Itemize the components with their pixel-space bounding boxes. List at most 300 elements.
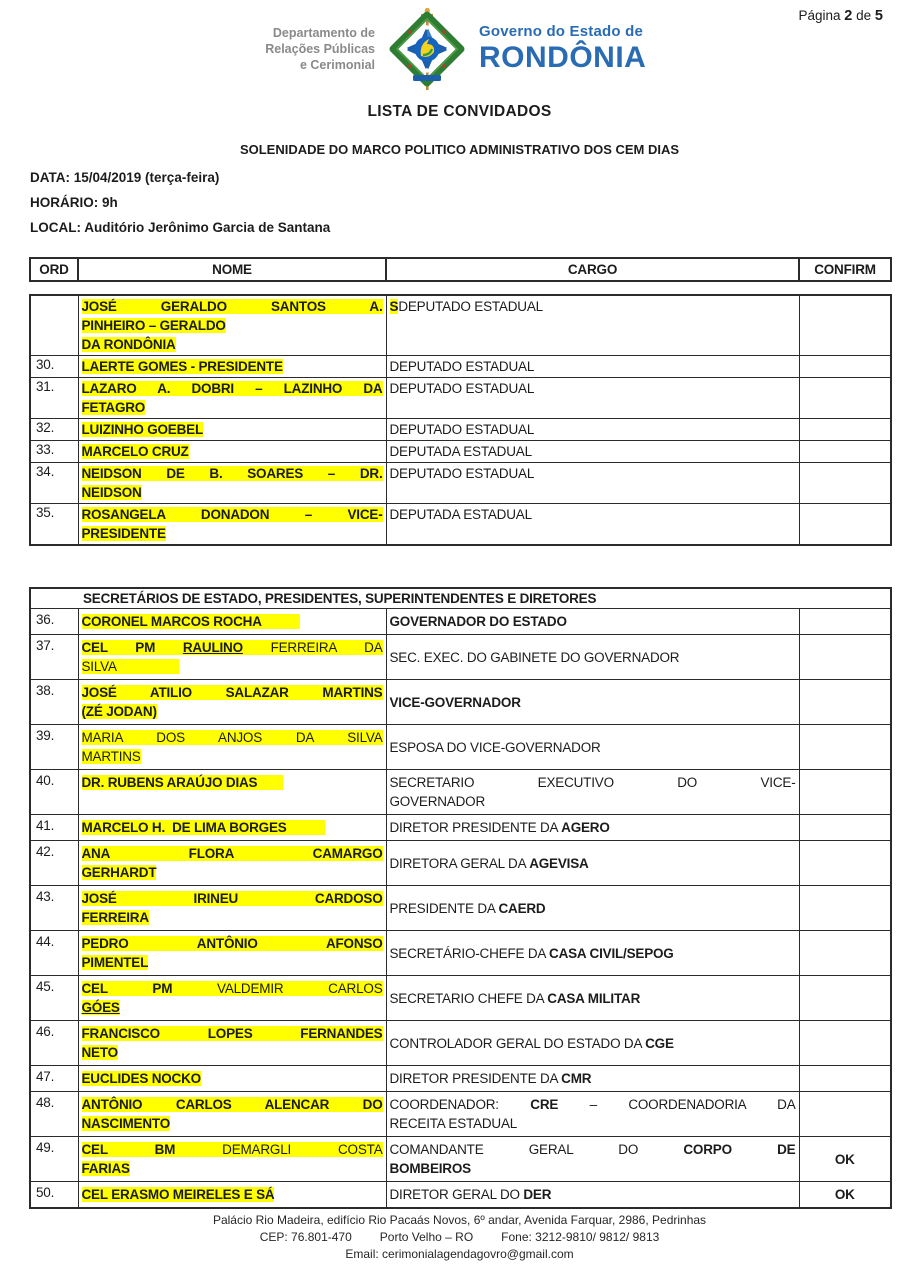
- table-row: [30, 635, 891, 680]
- text-segment: CEL PM: [81, 981, 218, 996]
- ord-cell: 43.: [30, 886, 78, 931]
- name-line: [82, 657, 383, 676]
- highlighted-name: [82, 485, 142, 500]
- confirm-cell: [799, 931, 891, 976]
- highlighted-name: [82, 685, 383, 700]
- text-segment: JOSÉ ATILIO SALAZAR MARTINS: [81, 685, 383, 700]
- cargo-line: [390, 1034, 796, 1053]
- text-segment: CASA CIVIL/SEPOG: [549, 945, 674, 961]
- confirm-cell: [799, 1021, 891, 1066]
- table-row: [30, 295, 891, 356]
- text-segment: FARIAS: [81, 1161, 130, 1176]
- text-segment: JOSÉ GERALDO SANTOS A.: [81, 299, 383, 314]
- table-row: [30, 463, 891, 504]
- name-line: [82, 728, 383, 747]
- text-segment: SECRETARIO CHEFE DA: [389, 990, 548, 1006]
- ord-cell: 44.: [30, 931, 78, 976]
- cargo-cell: [386, 295, 799, 356]
- meta-date: DATA: 15/04/2019 (terça-feira): [30, 170, 220, 185]
- cargo-line: [390, 297, 796, 316]
- document-title: LISTA DE CONVIDADOS: [367, 103, 552, 120]
- cargo-line: [390, 464, 796, 483]
- page-indicator: [798, 8, 883, 24]
- name-line: [82, 1024, 383, 1043]
- text-segment: CEL BM: [81, 1142, 223, 1157]
- text-segment: CORPO DE: [683, 1142, 796, 1157]
- highlighted-name: [82, 444, 189, 459]
- cargo-line: [390, 379, 796, 398]
- cargo-cell: [386, 356, 799, 378]
- confirm-cell: [799, 419, 891, 441]
- name-line: [82, 524, 383, 543]
- name-line: [82, 773, 383, 792]
- text-segment: LUIZINHO GOEBEL: [81, 422, 203, 437]
- text-segment: VICE-GOVERNADOR: [389, 694, 521, 710]
- highlighted-name: [82, 704, 157, 719]
- text-segment: ANA FLORA CAMARGO: [81, 846, 383, 861]
- text-segment: CMR: [561, 1071, 592, 1086]
- footer-address: Palácio Rio Madeira, edifício Rio Pacaás Novos, 6º andar, Avenida Farquar, 2986, Pedrinhas: [212, 1213, 707, 1227]
- cargo-line: [390, 1069, 796, 1088]
- name-line: [82, 818, 383, 837]
- confirm-cell: [799, 725, 891, 770]
- ord-cell: 36.: [30, 609, 78, 635]
- footer-city: Porto Velho – RO: [379, 1230, 474, 1244]
- text-segment: CORONEL MARCOS ROCHA: [81, 614, 262, 629]
- text-segment: DIRETORA GERAL DA: [389, 855, 530, 871]
- name-cell: [78, 680, 386, 725]
- name-line: [82, 747, 383, 766]
- highlighted-name: [82, 318, 226, 333]
- table-row: [30, 770, 891, 815]
- name-line: [82, 297, 383, 316]
- highlighted-name: [82, 1000, 120, 1015]
- cargo-line: [390, 420, 796, 439]
- text-segment: VALDEMIR CARLOS: [217, 981, 383, 996]
- table-column-headers: [29, 257, 892, 282]
- highlighted-name: [82, 422, 204, 437]
- name-cell: [78, 841, 386, 886]
- table-row: [30, 441, 891, 463]
- name-line: [82, 464, 383, 483]
- name-line: [82, 1069, 383, 1088]
- text-segment: GÓES: [81, 1000, 120, 1015]
- name-line: [82, 1095, 383, 1114]
- highlighted-name: [82, 337, 176, 352]
- cargo-cell: [386, 378, 799, 419]
- col-confirm: CONFIRM: [799, 258, 891, 281]
- ord-cell: 46.: [30, 1021, 78, 1066]
- name-line: [82, 1185, 383, 1204]
- highlighted-name: [82, 1097, 383, 1112]
- text-segment: – COORDENADORIA DA: [558, 1097, 796, 1112]
- table-row: [30, 1021, 891, 1066]
- ord-cell: 35.: [30, 504, 78, 546]
- text-segment: LAERTE GOMES - PRESIDENTE: [81, 359, 283, 374]
- cargo-line: [390, 854, 796, 873]
- department-text: [215, 25, 375, 73]
- text-segment: NEIDSON DE B. SOARES – DR.: [81, 466, 383, 481]
- highlighted-name: [82, 865, 157, 880]
- page-total: 5: [874, 8, 883, 24]
- name-line: [82, 908, 383, 927]
- cargo-line: [390, 612, 796, 631]
- cargo-cell: [386, 976, 799, 1021]
- table-row: [30, 1066, 891, 1092]
- name-cell: [78, 815, 386, 841]
- text-segment: DEPUTADO ESTADUAL: [389, 359, 535, 374]
- confirm-cell: [799, 504, 891, 546]
- cargo-line: [390, 738, 796, 757]
- ord-cell: 30.: [30, 356, 78, 378]
- highlighted-name: [82, 891, 383, 906]
- table-row: [30, 725, 891, 770]
- highlighted-name: [82, 526, 166, 541]
- name-line: [82, 863, 383, 882]
- name-cell: [78, 1182, 386, 1209]
- gov-line2: RONDÔNIA: [479, 41, 647, 74]
- name-line: [82, 1159, 383, 1178]
- text-segment: AGEVISA: [529, 855, 589, 871]
- text-segment: RECEITA ESTADUAL: [389, 1116, 518, 1131]
- cargo-line: [390, 357, 796, 376]
- cargo-cell: [386, 1137, 799, 1182]
- cargo-line: [390, 773, 796, 792]
- confirm-cell: [799, 378, 891, 419]
- text-segment: MARIA DOS ANJOS DA SILVA: [81, 730, 383, 745]
- name-cell: [78, 609, 386, 635]
- letterhead: [0, 6, 919, 92]
- name-cell: [78, 1137, 386, 1182]
- text-segment: COMANDANTE GERAL DO: [389, 1142, 684, 1157]
- name-line: [82, 1043, 383, 1062]
- text-segment: SEC. EXEC. DO GABINETE DO GOVERNADOR: [389, 649, 680, 665]
- name-cell: [78, 419, 386, 441]
- text-segment: CONTROLADOR GERAL DO ESTADO DA: [389, 1035, 646, 1051]
- footer-contact: [0, 1229, 919, 1246]
- name-cell: [78, 931, 386, 976]
- text-segment: LAZARO A. DOBRI – LAZINHO DA: [81, 381, 383, 396]
- confirm-cell: [799, 680, 891, 725]
- name-line: [82, 335, 383, 354]
- text-segment: CAERD: [498, 900, 546, 916]
- name-cell: [78, 725, 386, 770]
- ord-cell: 48.: [30, 1092, 78, 1137]
- ord-cell: 31.: [30, 378, 78, 419]
- cargo-cell: [386, 441, 799, 463]
- confirm-cell: OK: [799, 1137, 891, 1182]
- highlighted-name: [82, 981, 383, 996]
- cargo-cell: [386, 635, 799, 680]
- name-cell: [78, 976, 386, 1021]
- event-meta: [30, 165, 330, 240]
- ord-cell: 33.: [30, 441, 78, 463]
- col-ord: ORD: [30, 258, 78, 281]
- highlighted-name: [82, 820, 325, 835]
- cargo-line: [390, 505, 796, 524]
- name-cell: [78, 378, 386, 419]
- name-line: [82, 357, 383, 376]
- cargo-cell: [386, 609, 799, 635]
- text-segment: RAULINO: [182, 640, 243, 655]
- confirm-cell: [799, 1092, 891, 1137]
- text-segment: PIMENTEL: [81, 955, 149, 970]
- table-row: [30, 378, 891, 419]
- ord-cell: 38.: [30, 680, 78, 725]
- name-cell: [78, 295, 386, 356]
- cargo-line: [390, 899, 796, 918]
- confirm-cell: [799, 770, 891, 815]
- confirm-cell: [799, 635, 891, 680]
- confirm-cell: [799, 976, 891, 1021]
- table-row: [30, 841, 891, 886]
- table-row: [30, 1182, 891, 1209]
- cargo-line: [390, 1140, 796, 1159]
- name-cell: [78, 770, 386, 815]
- cargo-line: [390, 944, 796, 963]
- cargo-cell: [386, 1021, 799, 1066]
- table-row: [30, 931, 891, 976]
- text-segment: DEPUTADO ESTADUAL: [389, 381, 535, 396]
- cargo-cell: [386, 931, 799, 976]
- highlighted-name: [82, 1071, 201, 1086]
- name-line: [82, 638, 383, 657]
- guest-table-deputies: [29, 294, 892, 546]
- text-segment: DIRETOR PRESIDENTE DA: [389, 820, 562, 835]
- highlighted-name: [82, 614, 300, 629]
- highlighted-name: [82, 466, 383, 481]
- text-segment: CRE: [530, 1097, 559, 1112]
- col-cargo: CARGO: [386, 258, 799, 281]
- confirm-cell: [799, 441, 891, 463]
- confirm-cell: [799, 1066, 891, 1092]
- name-line: [82, 1114, 383, 1133]
- name-line: [82, 442, 383, 461]
- cargo-cell: [386, 770, 799, 815]
- name-cell: [78, 441, 386, 463]
- text-segment: ESPOSA DO VICE-GOVERNADOR: [389, 739, 601, 755]
- text-segment: DEPUTADO ESTADUAL: [389, 466, 535, 481]
- ord-cell: 37.: [30, 635, 78, 680]
- ord-cell: 49.: [30, 1137, 78, 1182]
- table-row: [30, 1092, 891, 1137]
- government-title: [479, 23, 704, 75]
- cargo-line: [390, 1095, 796, 1114]
- highlighted-name: [82, 1026, 383, 1041]
- footer: [0, 1212, 919, 1263]
- text-segment: ANTÔNIO CARLOS ALENCAR DO: [81, 1097, 383, 1112]
- cargo-cell: [386, 1092, 799, 1137]
- name-line: [82, 979, 383, 998]
- name-line: [82, 934, 383, 953]
- text-segment: DA RONDÔNIA: [81, 337, 176, 352]
- name-line: [82, 420, 383, 439]
- name-line: [82, 505, 383, 524]
- footer-phone: Fone: 3212-9810/ 9812/ 9813: [501, 1230, 660, 1244]
- name-cell: [78, 356, 386, 378]
- ord-cell: 47.: [30, 1066, 78, 1092]
- text-segment: BOMBEIROS: [389, 1161, 471, 1176]
- guest-table-secretaries: [29, 587, 892, 1209]
- text-segment: NASCIMENTO: [81, 1116, 171, 1131]
- text-segment: DR. RUBENS ARAÚJO DIAS: [81, 775, 258, 790]
- cargo-cell: [386, 504, 799, 546]
- text-segment: FERREIRA: [81, 910, 149, 925]
- cargo-cell: [386, 680, 799, 725]
- text-segment: DEPUTADO ESTADUAL: [398, 299, 543, 314]
- page-number: 2: [844, 8, 853, 24]
- table-row: [30, 419, 891, 441]
- confirm-cell: [799, 815, 891, 841]
- text-segment: PINHEIRO – GERALDO: [81, 318, 226, 333]
- text-segment: SECRETARIO EXECUTIVO DO VICE-: [389, 775, 796, 790]
- name-line: [82, 483, 383, 502]
- table-row: [30, 886, 891, 931]
- confirm-cell: [799, 463, 891, 504]
- text-segment: PRESIDENTE DA: [389, 900, 499, 916]
- meta-location: LOCAL: Auditório Jerônimo Garcia de Santana: [30, 220, 331, 235]
- table-row: [30, 609, 891, 635]
- name-line: [82, 953, 383, 972]
- text-segment: GOVERNADOR: [389, 794, 486, 809]
- highlighted-name: [82, 1116, 171, 1131]
- highlighted-name: [82, 1045, 118, 1060]
- text-segment: MARCELO H. DE LIMA BORGES: [81, 820, 287, 835]
- dept-line1: Departamento de: [272, 26, 375, 40]
- name-line: [82, 998, 383, 1017]
- name-cell: [78, 886, 386, 931]
- highlighted-name: [82, 730, 383, 745]
- cargo-cell: [386, 1066, 799, 1092]
- ord-cell: 40.: [30, 770, 78, 815]
- page-label: Página: [798, 8, 841, 23]
- highlighted-name: [82, 1187, 275, 1202]
- section-title: SECRETÁRIOS DE ESTADO, PRESIDENTES, SUPERINTENDENTES E DIRETORES: [30, 588, 891, 609]
- cargo-line: [390, 693, 796, 712]
- name-line: [82, 702, 383, 721]
- highlighted-name: [82, 936, 383, 951]
- cargo-cell: [386, 841, 799, 886]
- text-segment: DER: [523, 1187, 552, 1202]
- confirm-cell: [799, 356, 891, 378]
- text-segment: AGERO: [561, 820, 610, 835]
- name-line: [82, 683, 383, 702]
- ord-cell: 45.: [30, 976, 78, 1021]
- table-row: [30, 356, 891, 378]
- table-row: [30, 815, 891, 841]
- cargo-line: [390, 1114, 796, 1133]
- highlighted-name: [82, 381, 383, 396]
- cargo-line: [390, 648, 796, 667]
- table-row: [30, 504, 891, 546]
- name-line: [82, 844, 383, 863]
- footer-cep: CEP: 76.801-470: [259, 1230, 352, 1244]
- ord-cell: 32.: [30, 419, 78, 441]
- name-line: [82, 379, 383, 398]
- text-segment: S: [389, 299, 399, 314]
- ord-cell: [30, 295, 78, 356]
- name-line: [82, 889, 383, 908]
- name-line: [82, 398, 383, 417]
- cargo-cell: [386, 419, 799, 441]
- text-segment: GOVERNADOR DO ESTADO: [389, 614, 567, 629]
- highlighted-name: [82, 775, 284, 790]
- text-segment: DEPUTADO ESTADUAL: [389, 422, 535, 437]
- text-segment: FERREIRA DA: [242, 640, 383, 655]
- section-header-row: [30, 588, 891, 609]
- cargo-line: [390, 442, 796, 461]
- name-line: [82, 612, 383, 631]
- text-segment: CEL ERASMO MEIRELES E SÁ: [81, 1187, 275, 1202]
- highlighted-name: [82, 749, 141, 764]
- text-segment: MARCELO CRUZ: [81, 444, 189, 459]
- table-row: [30, 976, 891, 1021]
- text-segment: PRESIDENTE: [81, 526, 166, 541]
- text-segment: NETO: [81, 1045, 118, 1060]
- highlighted-name: [82, 507, 383, 522]
- table-row: [30, 680, 891, 725]
- highlighted-name: [82, 640, 383, 655]
- text-segment: ROSANGELA DONADON – VICE-: [81, 507, 383, 522]
- highlighted-name: [82, 1142, 383, 1157]
- cargo-line: [390, 1185, 796, 1204]
- name-cell: [78, 1066, 386, 1092]
- name-cell: [78, 1021, 386, 1066]
- ord-cell: 42.: [30, 841, 78, 886]
- confirm-cell: [799, 609, 891, 635]
- confirm-cell: [799, 886, 891, 931]
- text-segment: (ZÉ JODAN): [81, 704, 157, 719]
- text-segment: DIRETOR PRESIDENTE DA: [389, 1071, 562, 1086]
- confirm-cell: OK: [799, 1182, 891, 1209]
- cargo-cell: [386, 463, 799, 504]
- text-segment: COORDENADOR:: [389, 1097, 531, 1112]
- highlighted-name: [82, 359, 283, 374]
- cargo-cell: [386, 886, 799, 931]
- name-cell: [78, 463, 386, 504]
- text-segment: MARTINS: [81, 749, 141, 764]
- highlighted-name: [82, 955, 149, 970]
- meta-time: HORÁRIO: 9h: [30, 195, 118, 210]
- ord-cell: 39.: [30, 725, 78, 770]
- col-nome: NOME: [78, 258, 386, 281]
- text-segment: CEL PM: [81, 640, 183, 655]
- ord-cell: 34.: [30, 463, 78, 504]
- text-segment: DIRETOR GERAL DO: [389, 1187, 524, 1202]
- text-segment: EUCLIDES NOCKO: [81, 1071, 201, 1086]
- highlighted-name: [82, 659, 179, 674]
- highlighted-name: [82, 1161, 130, 1176]
- text-segment: FETAGRO: [81, 400, 146, 415]
- cargo-line: [390, 818, 796, 837]
- ord-cell: 41.: [30, 815, 78, 841]
- event-subtitle: SOLENIDADE DO MARCO POLITICO ADMINISTRATIVO DOS CEM DIAS: [239, 142, 680, 157]
- name-cell: [78, 1092, 386, 1137]
- name-line: [82, 1140, 383, 1159]
- cargo-cell: [386, 1182, 799, 1209]
- highlighted-name: [82, 400, 146, 415]
- name-cell: [78, 504, 386, 546]
- name-line: [82, 316, 383, 335]
- confirm-cell: [799, 295, 891, 356]
- rondonia-coat-of-arms-icon: [385, 6, 469, 92]
- gov-line1: Governo do Estado de: [479, 23, 644, 40]
- text-segment: PEDRO ANTÔNIO AFONSO: [81, 936, 383, 951]
- footer-email: Email: cerimonialagendagovro@gmail.com: [345, 1247, 574, 1261]
- text-segment: JOSÉ IRINEU CARDOSO: [81, 891, 383, 906]
- cargo-line: [390, 989, 796, 1008]
- cargo-cell: [386, 725, 799, 770]
